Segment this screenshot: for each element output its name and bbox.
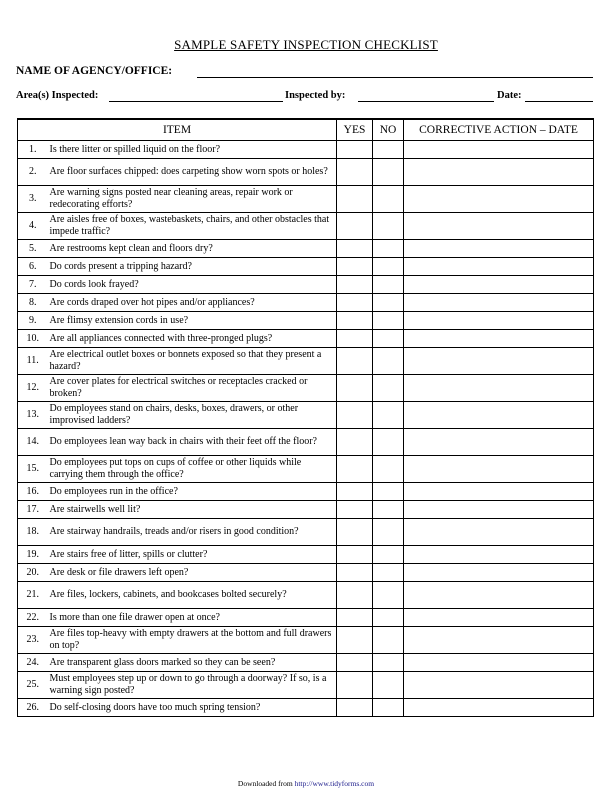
item-question: Are files top-heavy with empty drawers at the bottom and full drawers on top? (48, 627, 337, 654)
corrective-action-cell[interactable] (404, 546, 594, 564)
corrective-action-cell[interactable] (404, 564, 594, 582)
item-question: Are files, lockers, cabinets, and bookcases bolted securely? (48, 582, 337, 609)
yes-cell[interactable] (337, 672, 373, 699)
yes-cell[interactable] (337, 276, 373, 294)
table-row (18, 429, 594, 456)
yes-cell[interactable] (337, 582, 373, 609)
yes-cell[interactable] (337, 483, 373, 501)
yes-cell[interactable] (337, 141, 373, 159)
corrective-action-cell[interactable] (404, 609, 594, 627)
table-row (18, 375, 594, 402)
corrective-action-cell[interactable] (404, 186, 594, 213)
table-row (18, 240, 594, 258)
item-number: 7. (18, 276, 48, 294)
item-question: Do employees stand on chairs, desks, boxes, drawers, or other improvised ladders? (48, 402, 337, 429)
item-number: 20. (18, 564, 48, 582)
agency-field[interactable] (197, 77, 593, 78)
item-number: 15. (18, 456, 48, 483)
no-cell[interactable] (373, 141, 404, 159)
item-question: Do cords present a tripping hazard? (48, 258, 337, 276)
item-number: 10. (18, 330, 48, 348)
item-number: 6. (18, 258, 48, 276)
item-number: 9. (18, 312, 48, 330)
no-cell[interactable] (373, 294, 404, 312)
corrective-action-cell[interactable] (404, 699, 594, 717)
no-cell[interactable] (373, 240, 404, 258)
item-question: Do self-closing doors have too much spring tension? (48, 699, 337, 717)
item-number: 21. (18, 582, 48, 609)
yes-cell[interactable] (337, 402, 373, 429)
table-row (18, 312, 594, 330)
no-cell[interactable] (373, 258, 404, 276)
table-row (18, 609, 594, 627)
item-number: 11. (18, 348, 48, 375)
item-number: 23. (18, 627, 48, 654)
item-question: Are stairwells well lit? (48, 501, 337, 519)
item-number: 2. (18, 159, 48, 186)
no-cell[interactable] (373, 501, 404, 519)
table-row (18, 159, 594, 186)
no-cell[interactable] (373, 654, 404, 672)
yes-cell[interactable] (337, 213, 373, 240)
corrective-action-cell[interactable] (404, 213, 594, 240)
table-row (18, 627, 594, 654)
table-row (18, 501, 594, 519)
areas-inspected-label: Area(s) Inspected: (16, 90, 99, 101)
no-cell[interactable] (373, 519, 404, 546)
corrective-action-cell[interactable] (404, 141, 594, 159)
corrective-action-cell[interactable] (404, 240, 594, 258)
corrective-action-cell[interactable] (404, 672, 594, 699)
yes-cell[interactable] (337, 186, 373, 213)
table-row (18, 546, 594, 564)
footer-link[interactable]: http://www.tidyforms.com (294, 779, 375, 788)
areas-inspected-field[interactable] (109, 101, 283, 102)
item-number: 18. (18, 519, 48, 546)
footer (0, 779, 612, 788)
yes-cell[interactable] (337, 240, 373, 258)
yes-cell[interactable] (337, 456, 373, 483)
item-question: Are floor surfaces chipped: does carpeting show worn spots or holes? (48, 159, 337, 186)
no-cell[interactable] (373, 330, 404, 348)
no-cell[interactable] (373, 564, 404, 582)
no-cell[interactable] (373, 312, 404, 330)
table-row (18, 330, 594, 348)
item-number: 1. (18, 141, 48, 159)
corrective-action-cell[interactable] (404, 294, 594, 312)
page-title: SAMPLE SAFETY INSPECTION CHECKLIST (174, 37, 438, 52)
corrective-action-cell[interactable] (404, 501, 594, 519)
yes-cell[interactable] (337, 519, 373, 546)
corrective-action-cell[interactable] (404, 312, 594, 330)
no-cell[interactable] (373, 276, 404, 294)
date-label: Date: (497, 90, 522, 101)
table-row (18, 483, 594, 501)
item-number: 26. (18, 699, 48, 717)
item-question: Are stairway handrails, treads and/or risers in good condition? (48, 519, 337, 546)
no-cell[interactable] (373, 609, 404, 627)
item-number: 24. (18, 654, 48, 672)
yes-cell[interactable] (337, 312, 373, 330)
table-row (18, 141, 594, 159)
yes-cell[interactable] (337, 159, 373, 186)
item-number: 19. (18, 546, 48, 564)
yes-cell[interactable] (337, 348, 373, 375)
item-number: 16. (18, 483, 48, 501)
checklist-table (17, 118, 594, 717)
item-number: 22. (18, 609, 48, 627)
item-number: 25. (18, 672, 48, 699)
item-question: Are cords draped over hot pipes and/or appliances? (48, 294, 337, 312)
table-row (18, 672, 594, 699)
corrective-action-cell[interactable] (404, 654, 594, 672)
yes-cell[interactable] (337, 330, 373, 348)
no-cell[interactable] (373, 546, 404, 564)
yes-cell[interactable] (337, 501, 373, 519)
no-cell[interactable] (373, 483, 404, 501)
inspected-by-field[interactable] (358, 101, 494, 102)
corrective-action-cell[interactable] (404, 627, 594, 654)
yes-cell[interactable] (337, 429, 373, 456)
header-corrective-action: CORRECTIVE ACTION – DATE (404, 119, 594, 141)
corrective-action-cell[interactable] (404, 456, 594, 483)
no-cell[interactable] (373, 672, 404, 699)
corrective-action-cell[interactable] (404, 330, 594, 348)
item-number: 4. (18, 213, 48, 240)
item-question: Is there litter or spilled liquid on the floor? (48, 141, 337, 159)
header-no: NO (373, 119, 404, 141)
item-question: Are restrooms kept clean and floors dry? (48, 240, 337, 258)
no-cell[interactable] (373, 213, 404, 240)
table-row (18, 519, 594, 546)
item-question: Are all appliances connected with three-pronged plugs? (48, 330, 337, 348)
item-number: 17. (18, 501, 48, 519)
table-row (18, 258, 594, 276)
no-cell[interactable] (373, 429, 404, 456)
agency-label: NAME OF AGENCY/OFFICE: (16, 65, 173, 77)
corrective-action-cell[interactable] (404, 258, 594, 276)
corrective-action-cell[interactable] (404, 375, 594, 402)
item-number: 3. (18, 186, 48, 213)
item-question: Do cords look frayed? (48, 276, 337, 294)
yes-cell[interactable] (337, 564, 373, 582)
corrective-action-cell[interactable] (404, 276, 594, 294)
yes-cell[interactable] (337, 258, 373, 276)
no-cell[interactable] (373, 699, 404, 717)
no-cell[interactable] (373, 582, 404, 609)
no-cell[interactable] (373, 375, 404, 402)
no-cell[interactable] (373, 456, 404, 483)
item-question: Are desk or file drawers left open? (48, 564, 337, 582)
item-question: Are aisles free of boxes, wastebaskets, chairs, and other obstacles that impede traffic? (48, 213, 337, 240)
no-cell[interactable] (373, 159, 404, 186)
header-row (18, 119, 594, 141)
no-cell[interactable] (373, 348, 404, 375)
no-cell[interactable] (373, 627, 404, 654)
yes-cell[interactable] (337, 699, 373, 717)
table-row (18, 402, 594, 429)
no-cell[interactable] (373, 402, 404, 429)
corrective-action-cell[interactable] (404, 402, 594, 429)
header-item: ITEM (18, 119, 337, 141)
item-question: Are transparent glass doors marked so they can be seen? (48, 654, 337, 672)
table-row (18, 699, 594, 717)
table-row (18, 564, 594, 582)
yes-cell[interactable] (337, 546, 373, 564)
item-question: Do employees put tops on cups of coffee or other liquids while carrying them through the office? (48, 456, 337, 483)
item-question: Are flimsy extension cords in use? (48, 312, 337, 330)
corrective-action-cell[interactable] (404, 483, 594, 501)
table-row (18, 582, 594, 609)
corrective-action-cell[interactable] (404, 348, 594, 375)
item-number: 5. (18, 240, 48, 258)
corrective-action-cell[interactable] (404, 429, 594, 456)
item-question: Do employees run in the office? (48, 483, 337, 501)
yes-cell[interactable] (337, 375, 373, 402)
header-yes: YES (337, 119, 373, 141)
table-row (18, 186, 594, 213)
corrective-action-cell[interactable] (404, 159, 594, 186)
corrective-action-cell[interactable] (404, 582, 594, 609)
table-row (18, 456, 594, 483)
item-question: Is more than one file drawer open at once? (48, 609, 337, 627)
table-row (18, 213, 594, 240)
yes-cell[interactable] (337, 654, 373, 672)
item-question: Are stairs free of litter, spills or clutter? (48, 546, 337, 564)
item-question: Are warning signs posted near cleaning areas, repair work or redecorating efforts? (48, 186, 337, 213)
item-number: 8. (18, 294, 48, 312)
corrective-action-cell[interactable] (404, 519, 594, 546)
no-cell[interactable] (373, 186, 404, 213)
item-question: Do employees lean way back in chairs with their feet off the floor? (48, 429, 337, 456)
item-question: Must employees step up or down to go through a doorway? If so, is a warning sign posted? (48, 672, 337, 699)
yes-cell[interactable] (337, 609, 373, 627)
table-row (18, 654, 594, 672)
yes-cell[interactable] (337, 294, 373, 312)
item-question: Are cover plates for electrical switches or receptacles cracked or broken? (48, 375, 337, 402)
item-number: 14. (18, 429, 48, 456)
footer-text: Downloaded from (237, 779, 293, 788)
yes-cell[interactable] (337, 627, 373, 654)
inspected-by-label: Inspected by: (285, 90, 346, 101)
item-number: 13. (18, 402, 48, 429)
item-question: Are electrical outlet boxes or bonnets exposed so that they present a hazard? (48, 348, 337, 375)
date-field[interactable] (525, 101, 593, 102)
table-row (18, 294, 594, 312)
table-row (18, 276, 594, 294)
table-row (18, 348, 594, 375)
item-number: 12. (18, 375, 48, 402)
